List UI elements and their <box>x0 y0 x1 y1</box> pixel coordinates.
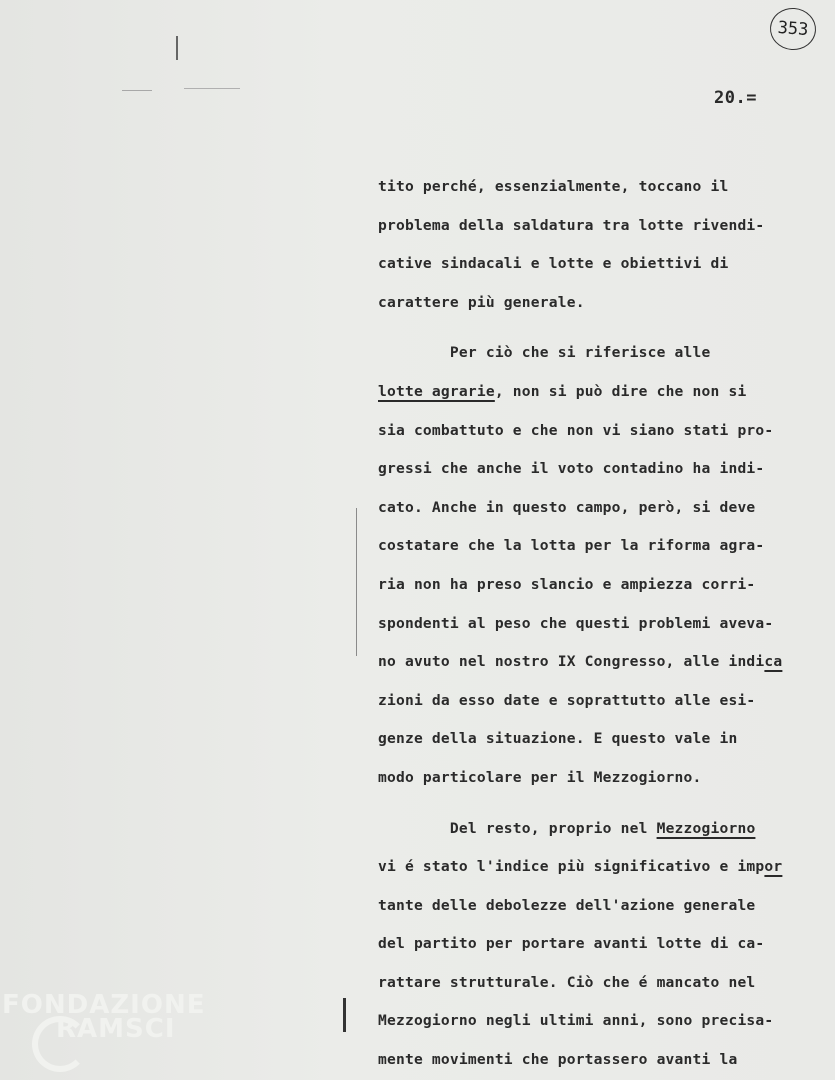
underlined-word: ca <box>764 653 783 671</box>
faint-rule <box>122 90 152 91</box>
fondazione-gramsci-watermark <box>2 990 212 1072</box>
text-line: gressi che anche il voto contadino ha indi- <box>378 460 765 478</box>
text-line: del partito per portare avanti lotte di ca- <box>378 935 765 953</box>
typewritten-text <box>378 168 818 1080</box>
text-line: ria non ha preso slancio e ampiezza corri- <box>378 575 756 593</box>
text-line: modo particolare per il Mezzogiorno. <box>378 768 702 786</box>
text-line: Del resto, proprio nel Mezzogiorno <box>378 819 756 837</box>
watermark-text: FONDAZIONE <box>2 990 206 1020</box>
underlined-word: or <box>764 858 783 876</box>
underlined-phrase: lotte agrarie, non si può dire che non si <box>378 382 747 400</box>
text-line: carattere più generale. <box>378 293 585 311</box>
text-line: spondenti al peso che questi problemi aveva- <box>378 614 774 632</box>
margin-ink-line <box>343 998 346 1032</box>
text-line: vi é stato l'indice più significativo e impor <box>378 858 783 876</box>
pencil-mark <box>176 36 178 60</box>
page-number: 20.= <box>714 88 757 108</box>
archive-number-stamp: 353 <box>769 6 818 51</box>
text-line: cative sindacali e lotte e obiettivi di <box>378 255 729 273</box>
underlined-word: lotte agrarie <box>378 382 495 400</box>
text-line: Mezzogiorno negli ultimi anni, sono precisa- <box>378 1012 774 1030</box>
text-line: tante delle debolezze dell'azione generale <box>378 896 756 914</box>
text-line: Per ciò che si riferisce alle <box>378 344 711 362</box>
text-line: genze della situazione. E questo vale in <box>378 730 738 748</box>
text-line: mente movimenti che portassero avanti la <box>378 1051 738 1069</box>
text-line: costatare che la lotta per la riforma agra- <box>378 537 765 555</box>
text-line: sia combattuto e che non vi siano stati pro- <box>378 421 774 439</box>
text-line: problema della saldatura tra lotte rivendi- <box>378 216 765 234</box>
watermark-text: RAMSCI <box>56 1014 176 1044</box>
text-line: zioni da esso date e soprattutto alle esi- <box>378 691 756 709</box>
margin-pencil-line <box>356 508 357 656</box>
text-line: rattare strutturale. Ciò che é mancato nel <box>378 973 756 991</box>
faint-rule <box>184 88 240 89</box>
text-line: tito perché, essenzialmente, toccano il <box>378 178 729 195</box>
text-line-underlined <box>378 373 818 412</box>
text-line: no avuto nel nostro IX Congresso, alle indica <box>378 653 783 671</box>
underlined-word: Mezzogiorno <box>656 819 756 837</box>
text-line: cato. Anche in questo campo, però, si deve <box>378 498 756 516</box>
